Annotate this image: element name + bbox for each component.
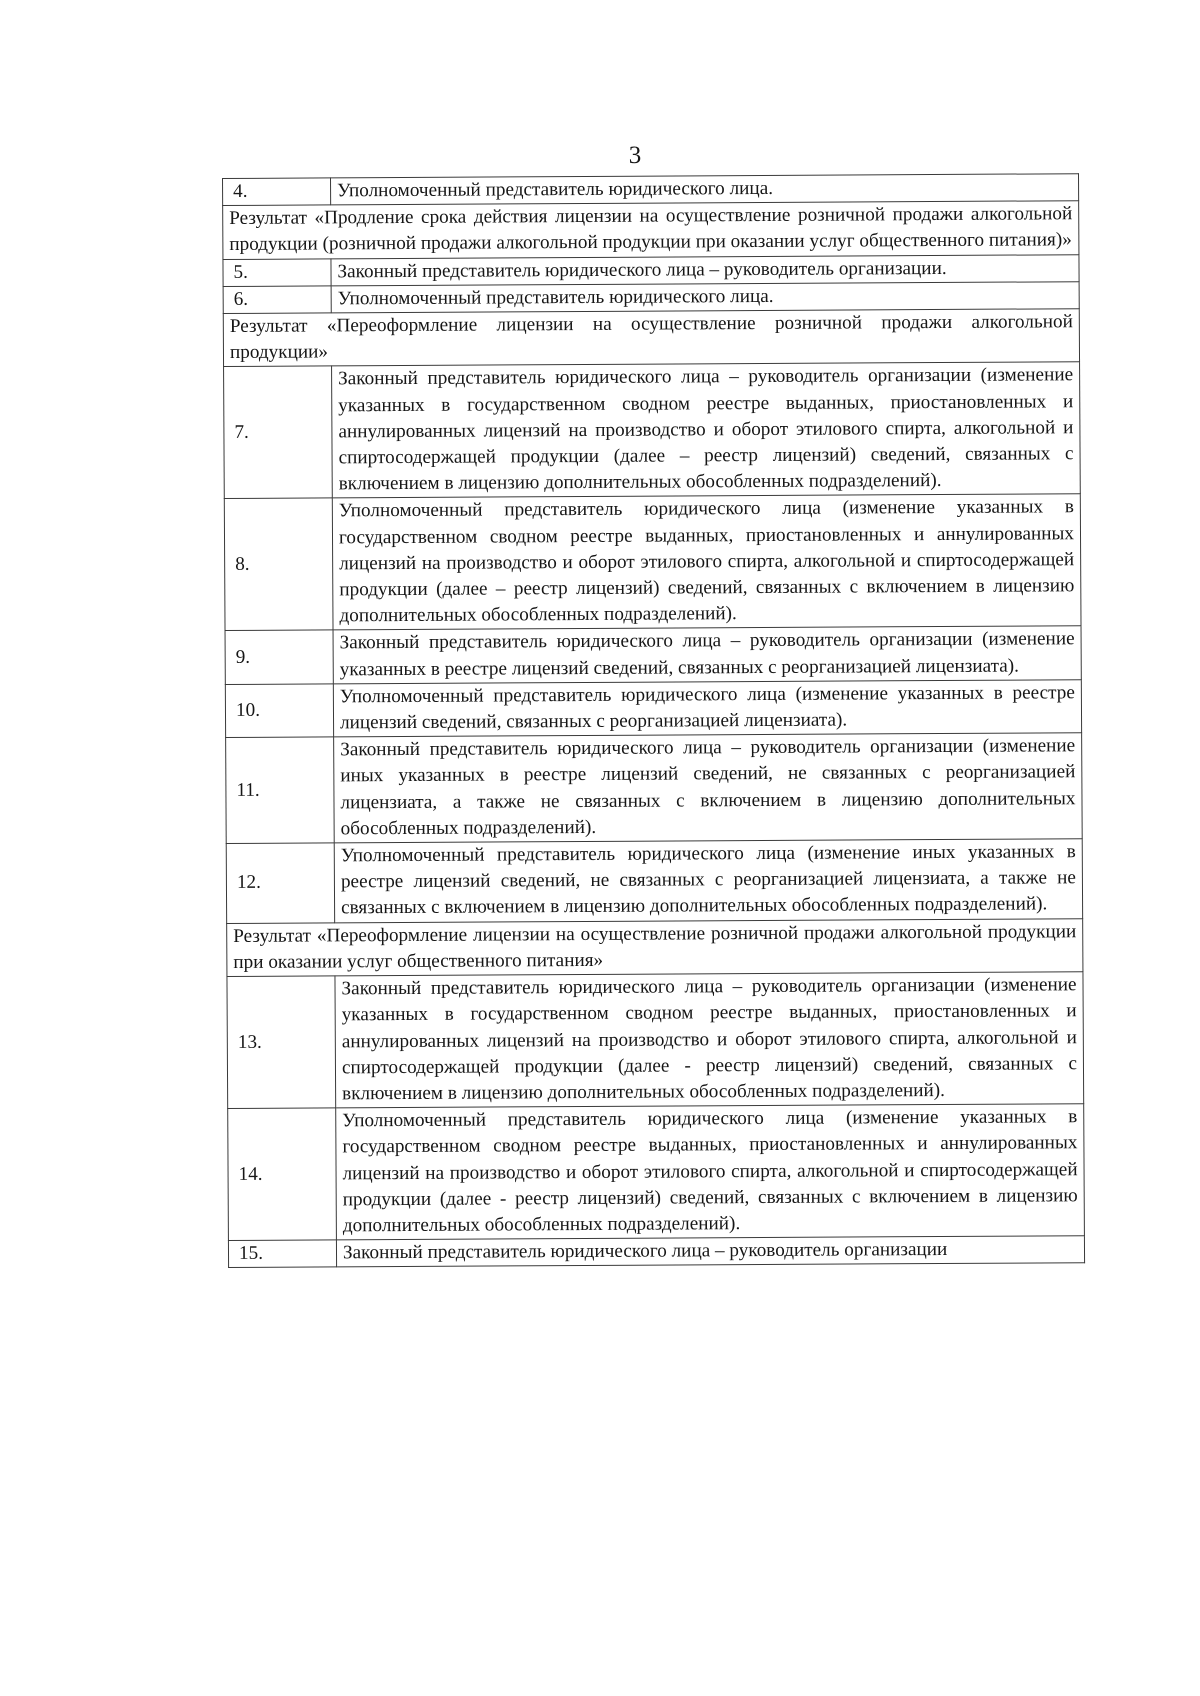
row-number: 14. — [228, 1108, 337, 1241]
row-text: Уполномоченный представитель юридического лица (изменение указанных в государственном сводном реестре выданных, приостановленных и аннулированных лицензий на производство и оборот этилового спирта, алкогольной и спиртосодержащей продукции (далее - реестр лицензий) сведений, связанных с включением в лицензию дополнительных обособленных подразделений). — [336, 1104, 1085, 1240]
section-title: Результат «Продление срока действия лицензии на осуществление розничной продажи алкогольной продукции (розничной продажи алкогольной продукции при оказании услуг общественного питания)» — [223, 201, 1079, 259]
row-number: 12. — [226, 843, 334, 923]
row-number: 7. — [224, 366, 333, 499]
table-row — [225, 626, 1081, 684]
row-text: Законный представитель юридического лица – руководитель организации (изменение указанных в реестре лицензий сведений, связанных с реорганизацией лицензиата). — [333, 626, 1081, 684]
page-number: 3 — [628, 142, 642, 169]
table-row — [224, 362, 1081, 499]
row-text: Уполномоченный представитель юридического лица. — [331, 282, 1079, 313]
row-number: 5. — [223, 259, 331, 287]
row-text: Законный представитель юридического лица – руководитель организации — [336, 1236, 1084, 1267]
section-title: Результат «Переоформление лицензии на осуществление розничной продажи алкогольной продукции» — [223, 309, 1079, 367]
row-text: Законный представитель юридического лица – руководитель организации (изменение иных указанных в реестре лицензий сведений, не связанных с реорганизацией лицензиата, а также не связанных с включением в лицензию дополнительных обособленных подразделений). — [334, 733, 1083, 843]
section-row — [227, 918, 1083, 976]
row-text: Законный представитель юридического лица – руководитель организации (изменение указанных в государственном сводном реестре выданных, приостановленных и аннулированных лицензий на производство и оборот этилового спирта, алкогольной и спиртосодержащей продукции (далее – реестр лицензий) сведений, связанных с включением в лицензию дополнительных обособленных подразделений). — [332, 362, 1081, 498]
row-number: 9. — [225, 630, 333, 684]
table-row — [226, 839, 1082, 923]
section-row — [223, 201, 1079, 259]
table-row — [228, 1236, 1084, 1268]
section-row — [223, 309, 1079, 367]
row-text: Уполномоченный представитель юридического лица (изменение указанных в государственном сводном реестре выданных, приостановленных и аннулированных лицензий на производство и оборот этилового спирта, алкогольной и спиртосодержащей продукции (далее – реестр лицензий) сведений, связанных с включением в лицензию дополнительных обособленных подразделений). — [332, 494, 1081, 630]
row-text: Уполномоченный представитель юридического лица. — [331, 174, 1079, 205]
representatives-table — [222, 173, 1085, 1268]
row-number: 11. — [226, 737, 335, 843]
row-number: 8. — [224, 498, 333, 631]
row-text: Уполномоченный представитель юридического лица (изменение указанных в реестре лицензий сведений, связанных с реорганизацией лицензиата). — [333, 680, 1081, 738]
table-row — [224, 494, 1081, 631]
row-text: Уполномоченный представитель юридического лица (изменение иных указанных в реестре лицензий сведений, не связанных с реорганизацией лицензиата, а также не связанных с включением в лицензию дополнительных обособленных подразделений). — [334, 839, 1082, 923]
row-number: 15. — [228, 1240, 336, 1268]
row-text: Законный представитель юридического лица – руководитель организации (изменение указанных в государственном сводном реестре выданных, приостановленных и аннулированных лицензий на производство и оборот этилового спирта, алкогольной и спиртосодержащей продукции (далее - реестр лицензий) сведений, связанных с включением в лицензию дополнительных обособленных подразделений). — [335, 972, 1084, 1108]
row-number: 13. — [227, 976, 336, 1109]
section-title: Результат «Переоформление лицензии на осуществление розничной продажи алкогольной продукции при оказании услуг общественного питания» — [227, 918, 1083, 976]
table-row — [225, 680, 1081, 738]
row-text: Законный представитель юридического лица – руководитель организации. — [331, 254, 1079, 285]
row-number: 10. — [225, 684, 333, 738]
table-row — [227, 972, 1084, 1109]
table-row — [226, 733, 1083, 844]
row-number: 6. — [223, 286, 331, 314]
row-number: 4. — [223, 178, 331, 206]
table-row — [228, 1104, 1085, 1241]
